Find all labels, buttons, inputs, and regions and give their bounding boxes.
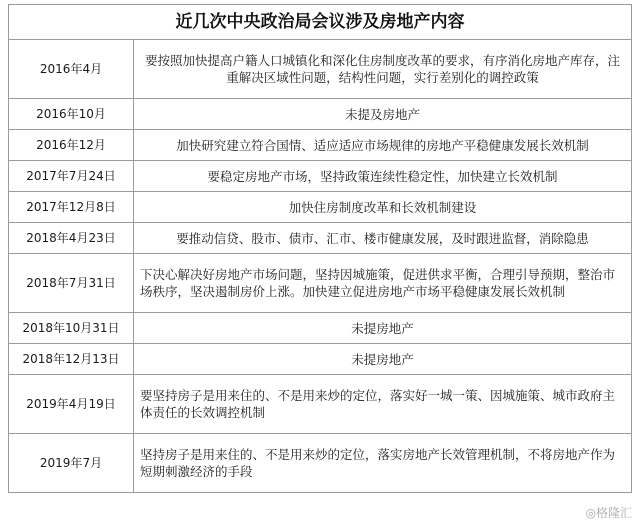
- row-content: 未提及房地产: [134, 99, 632, 130]
- table-row: [9, 375, 632, 434]
- table-row: [9, 344, 632, 375]
- table-row: [9, 99, 632, 130]
- row-content: 未提房地产: [134, 313, 632, 344]
- row-content: 要按照加快提高户籍人口城镇化和深化住房制度改革的要求，有序消化房地产库存，注重解决区域性问题，结构性问题，实行差别化的调控政策: [134, 40, 632, 99]
- row-content: 要稳定房地产市场，坚持政策连续性稳定性，加快建立长效机制: [134, 161, 632, 192]
- table-title: 近几次中央政治局会议涉及房地产内容: [8, 4, 632, 39]
- table-row: [9, 254, 632, 313]
- table-row: [9, 40, 632, 99]
- row-date: 2018年4月23日: [9, 223, 134, 254]
- row-content: 要坚持房子是用来住的、不是用来炒的定位，落实好一城一策、因城施策、城市政府主体责任的长效调控机制: [134, 375, 632, 434]
- row-date: 2016年12月: [9, 130, 134, 161]
- row-content: 未提房地产: [134, 344, 632, 375]
- row-content: 下决心解决好房地产市场问题，坚持因城施策，促进供求平衡，合理引导预期，整治市场秩序，坚决遏制房价上涨。加快建立促进房地产市场平稳健康发展长效机制: [134, 254, 632, 313]
- table-row: [9, 434, 632, 493]
- row-date: 2018年7月31日: [9, 254, 134, 313]
- row-date: 2016年10月: [9, 99, 134, 130]
- row-date: 2018年10月31日: [9, 313, 134, 344]
- watermark-text: ◎格隆汇: [585, 506, 632, 520]
- row-date: 2016年4月: [9, 40, 134, 99]
- row-date: 2019年7月: [9, 434, 134, 493]
- row-content: 加快住房制度改革和长效机制建设: [134, 192, 632, 223]
- row-content: 坚持房子是用来住的、不是用来炒的定位，落实房地产长效管理机制，不将房地产作为短期刺激经济的手段: [134, 434, 632, 493]
- row-date: 2017年7月24日: [9, 161, 134, 192]
- table-row: [9, 161, 632, 192]
- table-row: [9, 192, 632, 223]
- policy-table-sheet: [8, 4, 632, 493]
- row-date: 2018年12月13日: [9, 344, 134, 375]
- policy-table: [8, 39, 632, 493]
- table-row: [9, 130, 632, 161]
- table-row: [9, 313, 632, 344]
- row-date: 2019年4月19日: [9, 375, 134, 434]
- row-content: 加快研究建立符合国情、适应适应市场规律的房地产平稳健康发展长效机制: [134, 130, 632, 161]
- row-content: 要推动信贷、股市、债市、汇市、楼市健康发展，及时跟进监督，消除隐患: [134, 223, 632, 254]
- row-date: 2017年12月8日: [9, 192, 134, 223]
- table-row: [9, 223, 632, 254]
